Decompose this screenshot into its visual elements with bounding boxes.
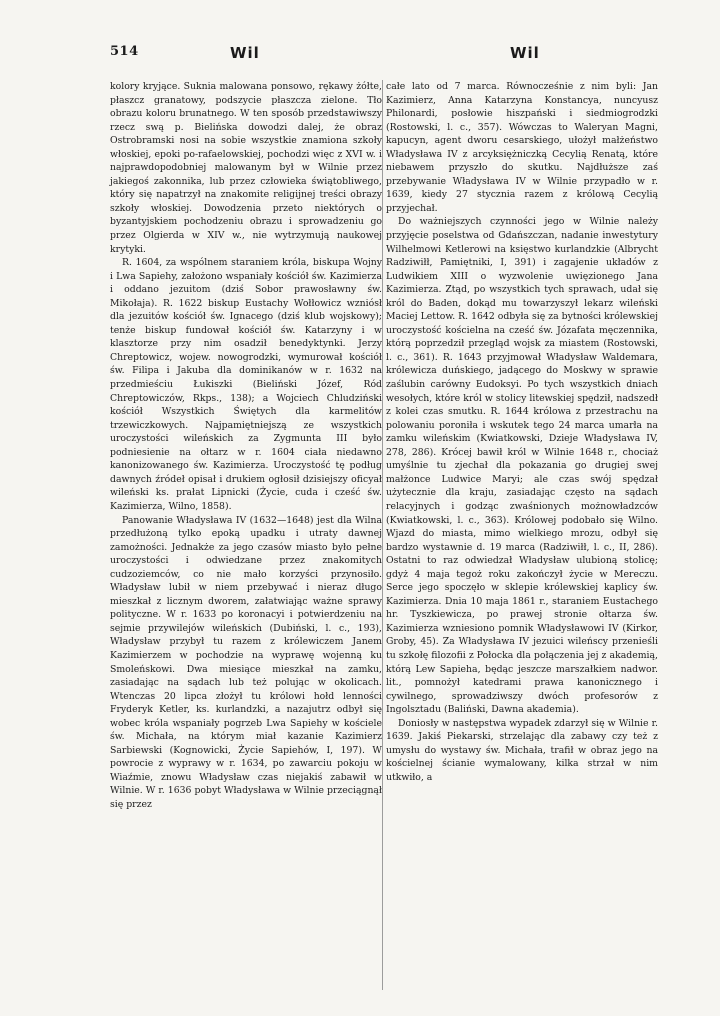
page-header bbox=[110, 44, 655, 68]
paragraph: Do ważniejszych czynności jego w Wilnie należy przyjęcie poselstwa od Gdańszczan, nadanie inwestytury Wilhelmowi Ketlerowi na księstwo kurlandzkie (Albrycht Radziwiłł, Pamiętniki, I, 391) i zagajenie układów z Ludwikiem XIII o wyzwolenie uwięzionego Jana Kazimierza. Ztąd, po wszystkich tych sprawach, udał się król do Baden, dokąd mu towarzyszył lekarz wileński Maciej Lettow. R. 1642 odbyła się za bytności królewskiej uroczystość kościelna na cześć św. Józafata męczennika, którą poprzedził przegląd wojsk za miastem (Rostowski, l. c., 361). R. 1643 przyjmował Władysław Waldemara, królewicza duńskiego, jadącego do Moskwy w sprawie zaślubin carówny Eudoksyi. Po tych wszystkich dniach wesołych, które król w stolicy litewskiej spędził, nadszedł z kolei czas smutku. R. 1644 królowa z przestrachu na polowaniu poroniła i wskutek tego 24 marca umarła na zamku wileńskim (Kwiatkowski, Dzieje Władysława IV, 278, 286). Krócej bawił król w Wilnie 1648 r., chociaż umyślnie tu zjechał dla pokazania go drugiej swej małżonce Ludwice Maryi; ale czas swój spędzał użytecznie dla kraju, zasiadając często na sądach relacyjnych i godząc zwaśnionych możnowładzców (Kwiatkowski, l. c., 363). Królowej podobało się Wilno. Wjazd do miasta, mimo wielkiego mrozu, odbył się bardzo wystawnie d. 19 marca (Radziwiłł, l. c., II, 286). Ostatni to raz odwiedzał Władysław ulubioną stolicę; gdyż 4 maja tegoż roku zakończył życie w Mereczu. Serce jego spoczęło w sklepie królewskiej kaplicy św. Kazimierza. Dnia 10 maja 1861 r., staraniem Eustachego hr. Tyszkiewicza, po prawej stronie ołtarza św. Kazimierza wzniesiono pomnik Władysławowi IV (Kirkor, Groby, 45). Za Władysława IV jezuici wileńscy przenieśli tu szkołę filozofii z Połocka dla połączenia jej z akademią, którą Lew Sapieha, będąc jeszcze marszałkiem nadwor. lit., pomnożył katedrami prawa kanonicznego i cywilnego, sprowadziwszy dwóch profesorów z Ingolsztadu (Baliński, Dawna akademia). bbox=[386, 216, 658, 716]
page-number: 514 bbox=[110, 44, 139, 59]
paragraph: całe lato od 7 marca. Równocześnie z nim byli: Jan Kazimierz, Anna Katarzyna Konstancya, nuncyusz Philonardi, posłowie hiszpański i siedmiogrodzki (Rostowski, l. c., 357). Wówczas to Waleryan Magni, kapucyn, agent dworu cesarskiego, ułożył małżeństwo Władysława IV z arcyksiężniczką Cecylią Renatą, które niebawem przyszło do skutku. Najdłuższe zaś przebywanie Władysława IV w Wilnie przypadło w r. 1639, kiedy 27 stycznia razem z królową Cecylią przyjechał. bbox=[386, 81, 658, 214]
paragraph: Panowanie Władysława IV (1632—1648) jest dla Wilna przedłużoną tylko epoką upadku i utraty dawnej zamożności. Jednakże za jego czasów miasto było pełne uroczystości i odwiedzane przez znakomitych cudzoziemców, co nie mało korzyści przynosiło. Władysław lubił w niem przebywać i nieraz długo mieszkał z licznym dworem, załatwiając ważne sprawy polityczne. W r. 1633 po koronacyi i potwierdzeniu na sejmie przywilejów wileńskich (Dubiński, l. c., 193), Władysław przybył tu razem z królewiczem Janem Kazimierzem w pochodzie na wyprawę wojenną ku Smoleńskowi. Dwa miesiące mieszkał na zamku, zasiadając na sądach lub też polując w okolicach. Wtenczas 20 lipca złożył tu królowi hołd lenności Fryderyk Ketler, ks. kurlandzki, a nazajutrz odbył się wobec króla wspaniały pogrzeb Lwa Sapiehy w kościele św. Michała, na którym miał kazanie Kazimierz Sarbiewski (Kognowicki, Życie Sapiehów, I, 197). W powrocie z wyprawy w r. 1634, po zawarciu pokoju w Wiaźmie, znowu Władysław czas niejakiś zabawił w Wilnie. W r. 1636 pobyt Władysława w Wilnie przeciągnął się przez bbox=[110, 514, 382, 810]
right-column bbox=[386, 80, 658, 784]
left-column bbox=[110, 80, 382, 812]
running-head-left: Wil bbox=[230, 44, 260, 62]
paragraph: Doniosły w następstwa wypadek zdarzył się w Wilnie r. 1639. Jakiś Piekarski, strzelając dla zabawy czy też z umysłu do wystawy św. Michała, trafił w obraz jego na kościelnej ścianie wymalowany, kilka strzał w nim utkwiło, a bbox=[386, 717, 658, 783]
paragraph: R. 1604, za wspólnem staraniem króla, biskupa Wojny i Lwa Sapiehy, założono wspaniały kościół św. Kazimierza i oddano jezuitom (dziś Sobor prawosławny św. Mikołaja). R. 1622 biskup Eustachy Wołłowicz wzniósł dla jezuitów kościół św. Ignacego (dziś klub wojskowy); tenże biskup fundował kościół św. Katarzyny i w klasztorze przy nim osadził benedyktynki. Jerzy Chreptowicz, wojew. nowogrodzki, wymurował kościół św. Filipa i Jakuba dla dominikanów w r. 1632 na przedmieściu Łukiszki (Bieliński Józef, Ród Chreptowiczów, Rkps., 138); a Wojciech Chludziński kościół Wszystkich Świętych dla karmelitów trzewiczkowych. Najpamiętniejszą ze wszystkich uroczystości wileńskich za Zygmunta III było podniesienie na ołtarz w r. 1604 ciała niedawno kanonizowanego św. Kazimierza. Uroczystość tę podług dawnych źródeł opisał i drukiem ogłosił dzisiejszy oficyał wileński ks. prałat Lipnicki (Życie, cuda i cześć św. Kazimierza, Wilno, 1858). bbox=[110, 257, 382, 512]
column-divider bbox=[382, 80, 383, 990]
running-head-right: Wil bbox=[510, 44, 540, 62]
paragraph: kolory kryjące. Suknia malowana ponsowo, rękawy żółte, płaszcz granatowy, podszycie płaszcza zielone. Tło obrazu koloru brunatnego. W ten sposób przedstawiwszy rzecz swą p. Bielińska dowodzi dalej, że obraz Ostrobramski nosi na sobie wszystkie znamiona szkoły włoskiej, epoki po-rafaelowskiej, pochodzi więc z XVI w. i najprawdopodobniej malowanym był w Wilnie przez jakiegoś zakonnika, lub przez człowieka świątobliwego, który się napatrzył na znakomite religijnej treści obrazy szkoły włoskiej. Dowodzenia przeto niektórych o byzantyjskiem pochodzeniu obrazu i sprowadzeniu go przez Olgierda w XIV w., nie wytrzymują naukowej krytyki. bbox=[110, 81, 382, 255]
